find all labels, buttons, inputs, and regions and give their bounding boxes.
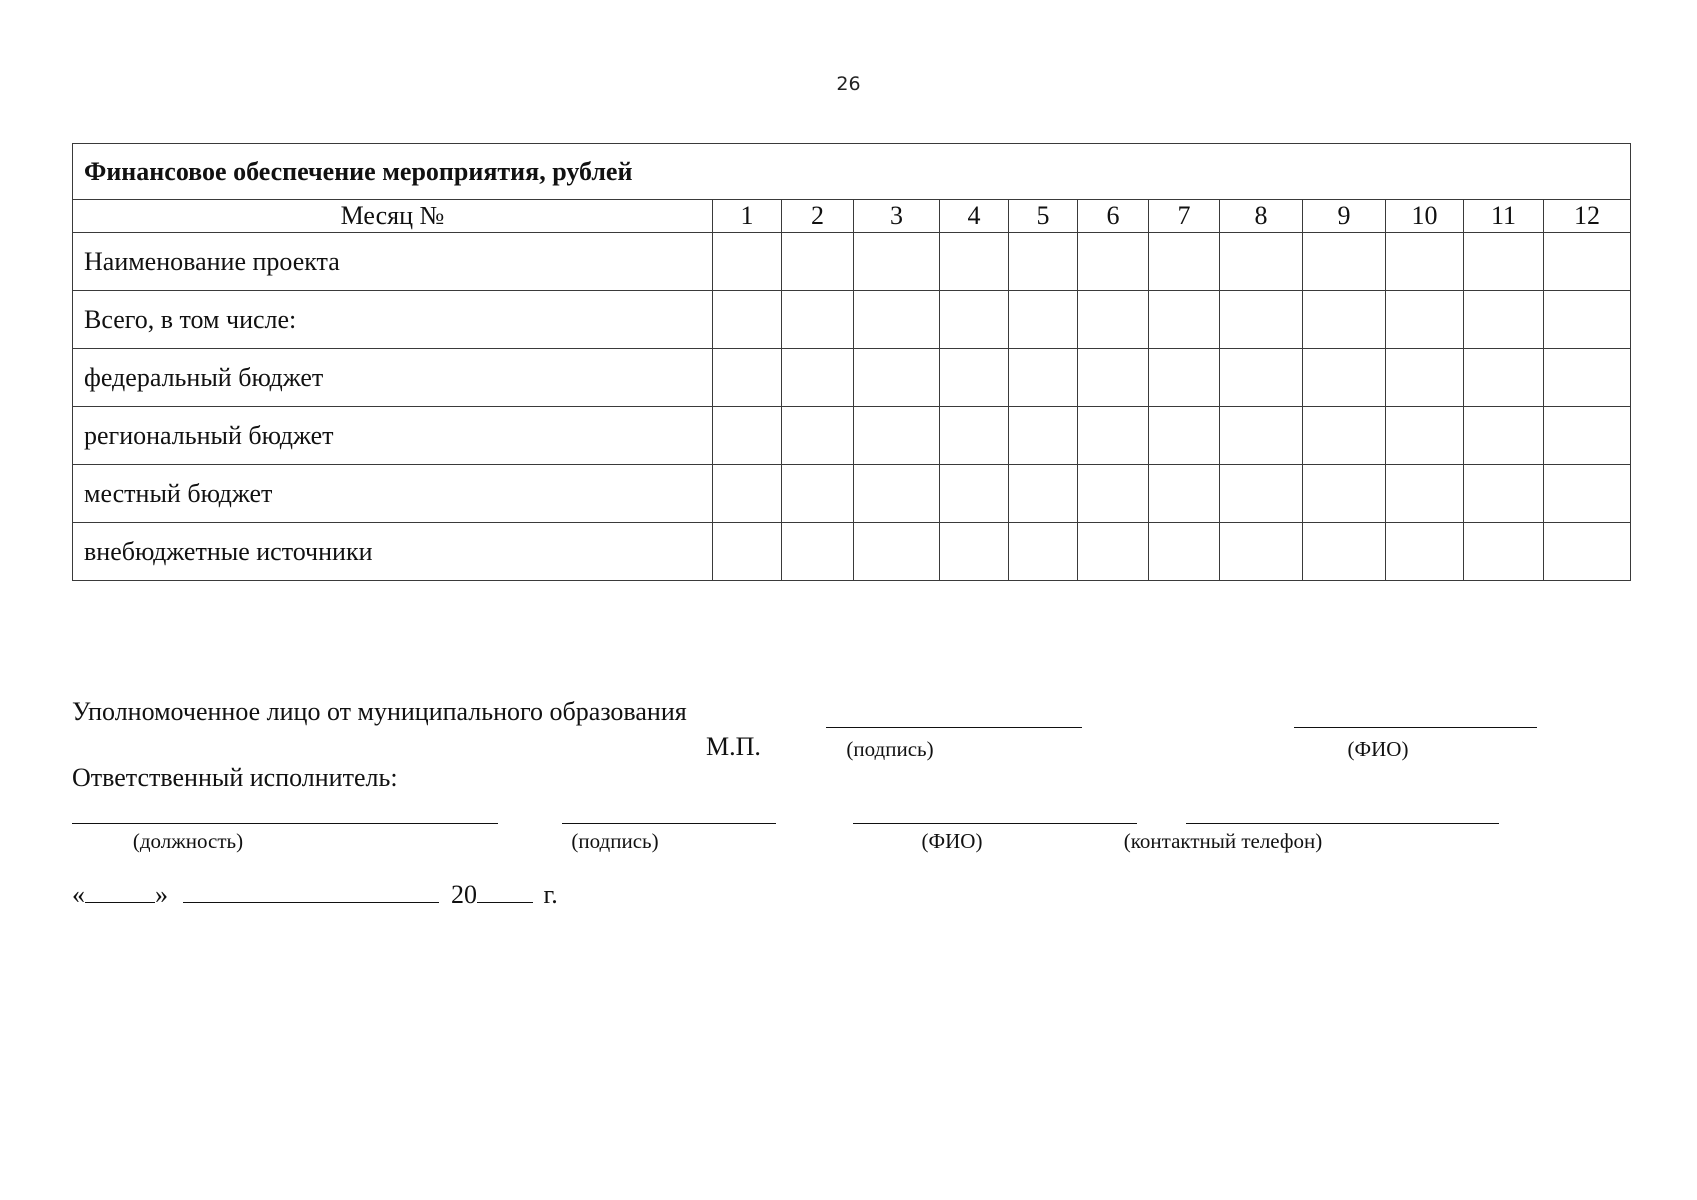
fio-caption-2: (ФИО) (921, 829, 983, 853)
year-suffix: г. (543, 880, 558, 909)
stamp-label: М.П. (706, 732, 761, 761)
amount-cell[interactable] (1009, 523, 1078, 581)
month-header-label: Месяц № (73, 200, 713, 233)
amount-cell[interactable] (940, 407, 1009, 465)
amount-cell[interactable] (1544, 349, 1631, 407)
amount-cell[interactable] (1303, 523, 1386, 581)
amount-cell[interactable] (713, 407, 782, 465)
amount-cell[interactable] (854, 291, 940, 349)
amount-cell[interactable] (1220, 523, 1303, 581)
signature-caption-2: (подпись) (571, 829, 659, 853)
amount-cell[interactable] (1149, 523, 1220, 581)
table-row (73, 291, 1631, 349)
amount-cell[interactable] (1009, 407, 1078, 465)
amount-cell[interactable] (1386, 523, 1464, 581)
amount-cell[interactable] (940, 291, 1009, 349)
amount-cell[interactable] (1009, 465, 1078, 523)
responsible-label: Ответственный исполнитель: (72, 763, 398, 792)
amount-cell[interactable] (854, 523, 940, 581)
month-header-cell: 10 (1386, 200, 1464, 233)
amount-cell[interactable] (1303, 465, 1386, 523)
fio-caption: (ФИО) (1347, 737, 1409, 761)
date-close-quote: » (155, 880, 168, 909)
amount-cell[interactable] (1464, 349, 1544, 407)
amount-cell[interactable] (1544, 407, 1631, 465)
phone-caption: (контактный телефон) (1123, 829, 1323, 853)
table-title: Финансовое обеспечение мероприятия, рублей (73, 144, 1631, 200)
amount-cell[interactable] (854, 349, 940, 407)
amount-cell[interactable] (713, 291, 782, 349)
month-header-cell: 7 (1149, 200, 1220, 233)
amount-cell[interactable] (1464, 291, 1544, 349)
amount-cell[interactable] (1149, 407, 1220, 465)
month-header-cell: 2 (782, 200, 854, 233)
amount-cell[interactable] (713, 233, 782, 291)
amount-cell[interactable] (1149, 291, 1220, 349)
phone-line (1186, 823, 1499, 824)
amount-cell[interactable] (1149, 349, 1220, 407)
row-label: внебюджетные источники (73, 523, 713, 581)
amount-cell[interactable] (1544, 465, 1631, 523)
signature-line-responsible (562, 823, 776, 824)
amount-cell[interactable] (713, 465, 782, 523)
amount-cell[interactable] (1303, 291, 1386, 349)
amount-cell[interactable] (1220, 407, 1303, 465)
amount-cell[interactable] (1220, 349, 1303, 407)
amount-cell[interactable] (1220, 291, 1303, 349)
amount-cell[interactable] (1386, 233, 1464, 291)
amount-cell[interactable] (1544, 233, 1631, 291)
amount-cell[interactable] (782, 291, 854, 349)
amount-cell[interactable] (1009, 349, 1078, 407)
month-header-cell: 3 (854, 200, 940, 233)
amount-cell[interactable] (940, 523, 1009, 581)
amount-cell[interactable] (1303, 233, 1386, 291)
signature-line-authorized (826, 727, 1082, 728)
year-prefix: 20 (451, 880, 477, 909)
financing-table (72, 143, 1631, 581)
amount-cell[interactable] (1078, 233, 1149, 291)
amount-cell[interactable] (940, 349, 1009, 407)
amount-cell[interactable] (1009, 291, 1078, 349)
date-open-quote: « (72, 880, 85, 909)
month-header-row (73, 200, 1631, 233)
table-row (73, 465, 1631, 523)
month-header-cell: 5 (1009, 200, 1078, 233)
amount-cell[interactable] (713, 523, 782, 581)
amount-cell[interactable] (1303, 349, 1386, 407)
amount-cell[interactable] (1220, 465, 1303, 523)
amount-cell[interactable] (940, 233, 1009, 291)
amount-cell[interactable] (1544, 291, 1631, 349)
amount-cell[interactable] (854, 465, 940, 523)
day-blank (85, 876, 155, 903)
amount-cell[interactable] (1464, 407, 1544, 465)
amount-cell[interactable] (1386, 407, 1464, 465)
amount-cell[interactable] (854, 233, 940, 291)
amount-cell[interactable] (1386, 291, 1464, 349)
amount-cell[interactable] (782, 349, 854, 407)
month-header-cell: 12 (1544, 200, 1631, 233)
amount-cell[interactable] (1078, 465, 1149, 523)
date-line (72, 876, 558, 910)
fio-line-authorized (1294, 727, 1537, 728)
row-label: Всего, в том числе: (73, 291, 713, 349)
amount-cell[interactable] (1303, 407, 1386, 465)
authorized-person-label: Уполномоченное лицо от муниципального образования (72, 697, 687, 726)
fio-line-responsible (853, 823, 1137, 824)
amount-cell[interactable] (1464, 465, 1544, 523)
amount-cell[interactable] (1464, 233, 1544, 291)
page-number: 26 (836, 73, 861, 95)
table-row (73, 523, 1631, 581)
amount-cell[interactable] (1078, 291, 1149, 349)
amount-cell[interactable] (1078, 523, 1149, 581)
amount-cell[interactable] (782, 523, 854, 581)
position-line (72, 823, 498, 824)
amount-cell[interactable] (1544, 523, 1631, 581)
month-header-cell: 4 (940, 200, 1009, 233)
row-label: региональный бюджет (73, 407, 713, 465)
amount-cell[interactable] (1149, 465, 1220, 523)
amount-cell[interactable] (1078, 407, 1149, 465)
month-header-cell: 9 (1303, 200, 1386, 233)
row-label: Наименование проекта (73, 233, 713, 291)
amount-cell[interactable] (1386, 349, 1464, 407)
amount-cell[interactable] (782, 407, 854, 465)
table-row (73, 407, 1631, 465)
amount-cell[interactable] (1078, 349, 1149, 407)
signature-caption: (подпись) (846, 737, 934, 761)
amount-cell[interactable] (940, 465, 1009, 523)
month-header-cell: 6 (1078, 200, 1149, 233)
amount-cell[interactable] (782, 233, 854, 291)
table-row (73, 349, 1631, 407)
row-label: местный бюджет (73, 465, 713, 523)
amount-cell[interactable] (1220, 233, 1303, 291)
month-header-cell: 1 (713, 200, 782, 233)
amount-cell[interactable] (1386, 465, 1464, 523)
month-header-cell: 8 (1220, 200, 1303, 233)
amount-cell[interactable] (782, 465, 854, 523)
year-blank (477, 876, 533, 903)
amount-cell[interactable] (713, 349, 782, 407)
amount-cell[interactable] (1464, 523, 1544, 581)
amount-cell[interactable] (854, 407, 940, 465)
row-label: федеральный бюджет (73, 349, 713, 407)
month-blank (183, 876, 439, 903)
amount-cell[interactable] (1149, 233, 1220, 291)
table-row (73, 233, 1631, 291)
position-caption: (должность) (132, 829, 244, 853)
month-header-cell: 11 (1464, 200, 1544, 233)
amount-cell[interactable] (1009, 233, 1078, 291)
